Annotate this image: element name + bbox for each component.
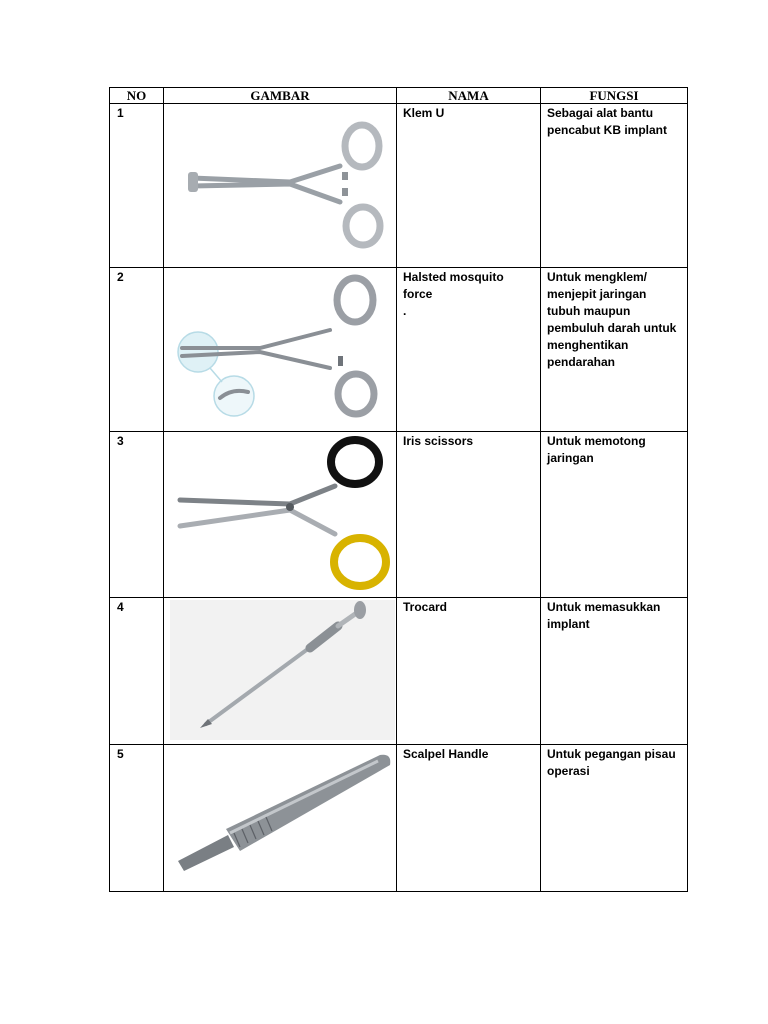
- row-fungsi: Untuk mengklem/ menjepit jaringan tubuh maupun pembuluh darah untuk menghentikan pendarahan: [541, 268, 688, 432]
- table-row: [110, 268, 688, 432]
- u-clamp-forceps-icon: [170, 106, 395, 261]
- trocar-icon: [170, 600, 395, 740]
- row-nama: Klem U: [397, 104, 541, 268]
- row-fungsi: Untuk pegangan pisau operasi: [541, 745, 688, 892]
- header-gambar: GAMBAR: [164, 88, 397, 104]
- iris-scissors-icon: [170, 434, 395, 594]
- row-number: 3: [110, 432, 164, 598]
- table-header-row: [110, 88, 688, 104]
- table-row: [110, 745, 688, 892]
- row-fungsi: Untuk memotong jaringan: [541, 432, 688, 598]
- table-row: [110, 432, 688, 598]
- row-fungsi: Sebagai alat bantu pencabut KB implant: [541, 104, 688, 268]
- row-image-cell: [164, 598, 397, 745]
- halsted-mosquito-forceps-icon: [170, 270, 395, 425]
- row-number: 5: [110, 745, 164, 892]
- row-number: 1: [110, 104, 164, 268]
- header-no: NO: [110, 88, 164, 104]
- row-number: 2: [110, 268, 164, 432]
- row-image-cell: [164, 104, 397, 268]
- row-nama: Scalpel Handle: [397, 745, 541, 892]
- header-nama: NAMA: [397, 88, 541, 104]
- row-nama: Iris scissors: [397, 432, 541, 598]
- scalpel-handle-icon: [170, 747, 395, 887]
- instrument-table: [109, 87, 688, 892]
- row-image-cell: [164, 432, 397, 598]
- row-image-cell: [164, 745, 397, 892]
- row-number: 4: [110, 598, 164, 745]
- row-nama: Halsted mosquito force .: [397, 268, 541, 432]
- row-fungsi: Untuk memasukkan implant: [541, 598, 688, 745]
- header-fungsi: FUNGSI: [541, 88, 688, 104]
- row-image-cell: [164, 268, 397, 432]
- table-row: [110, 598, 688, 745]
- row-nama: Trocard: [397, 598, 541, 745]
- table-row: [110, 104, 688, 268]
